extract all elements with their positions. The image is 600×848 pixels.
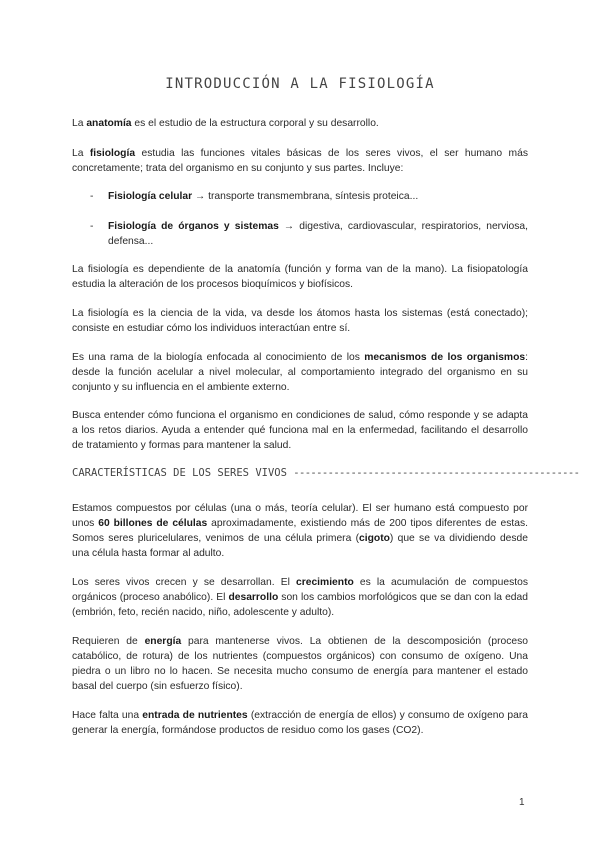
page-title: INTRODUCCIÓN A LA FISIOLOGÍA (165, 76, 435, 92)
paragraph-fisiologia: La fisiología estudia las funciones vitales básicas de los seres vivos, el ser humano más concretamente; trata del organismo en su conjunto y sus partes. Incluye: (72, 148, 528, 174)
paragraph-ciencia-vida: La fisiología es la ciencia de la vida, va desde los átomos hasta los sistemas (está conectado); consiste en estudiar cómo los individuos interactúan entre sí. (72, 308, 528, 334)
paragraph-celulas: Estamos compuestos por células (una o más, teoría celular). El ser humano está compuesto por unos 60 billones de células aproximadamente, existiendo más de 200 tipos diferentes de estas. Somos seres pluricelulares, venimos de una célula primera (cigoto) que se va dividiendo desde una célula hasta formar al adulto. (72, 503, 528, 559)
paragraph-salud: Busca entender cómo funciona el organismo en condiciones de salud, cómo responde y se adapta a los retos diarios. Ayuda a entender qué funciona mal en la enfermedad, facilitando el desarrollo de tratamiento y formas para mantener la salud. (72, 410, 528, 451)
paragraph-rama-biologia: Es una rama de la biología enfocada al conocimiento de los mecanismos de los organismos: desde la función acelular a nivel molecular, al comportamiento integrado del organismo en su conjunto y su influencia en el ambiente externo. (72, 352, 528, 393)
page-number: 1 (519, 797, 525, 808)
paragraph-crecimiento: Los seres vivos crecen y se desarrollan. El crecimiento es la acumulación de compuestos orgánicos (proceso anabólico). El desarrollo son los cambios morfológicos que se dan con la edad (embrión, feto, recién nacido, niño, adolescente y adulto). (72, 577, 528, 618)
list-item: - Fisiología celular → transporte transmembrana, síntesis proteica... (90, 191, 419, 202)
paragraph-nutrientes: Hace falta una entrada de nutrientes (extracción de energía de ellos) y consumo de oxígeno para generar la energía, formándose productos de residuo como los gases (CO2). (72, 710, 528, 736)
paragraph-anatomia: La anatomía es el estudio de la estructura corporal y su desarrollo. (72, 118, 379, 129)
list-item: - Fisiología de órganos y sistemas → digestiva, cardiovascular, respiratorios, nerviosa, defensa... (90, 221, 528, 247)
section-heading: CARACTERÍSTICAS DE LOS SERES VIVOS -------------------------------------------------- (72, 467, 580, 479)
paragraph-energia: Requieren de energía para mantenerse vivos. La obtienen de la descomposición (proceso catabólico, de rotura) de los nutrientes (compuestos orgánicos) con consumo de oxígeno. Una piedra o un libro no lo hacen. Se necesita mucho consumo de energía para mantener el estado basal del cuerpo (sin esfuerzo físico). (72, 636, 528, 692)
paragraph-dependencia: La fisiología es dependiente de la anatomía (función y forma van de la mano). La fisiopatología estudia la alteración de los procesos bioquímicos y biofísicos. (72, 264, 528, 290)
section-rule: -------------------------------------------------- (293, 467, 580, 479)
